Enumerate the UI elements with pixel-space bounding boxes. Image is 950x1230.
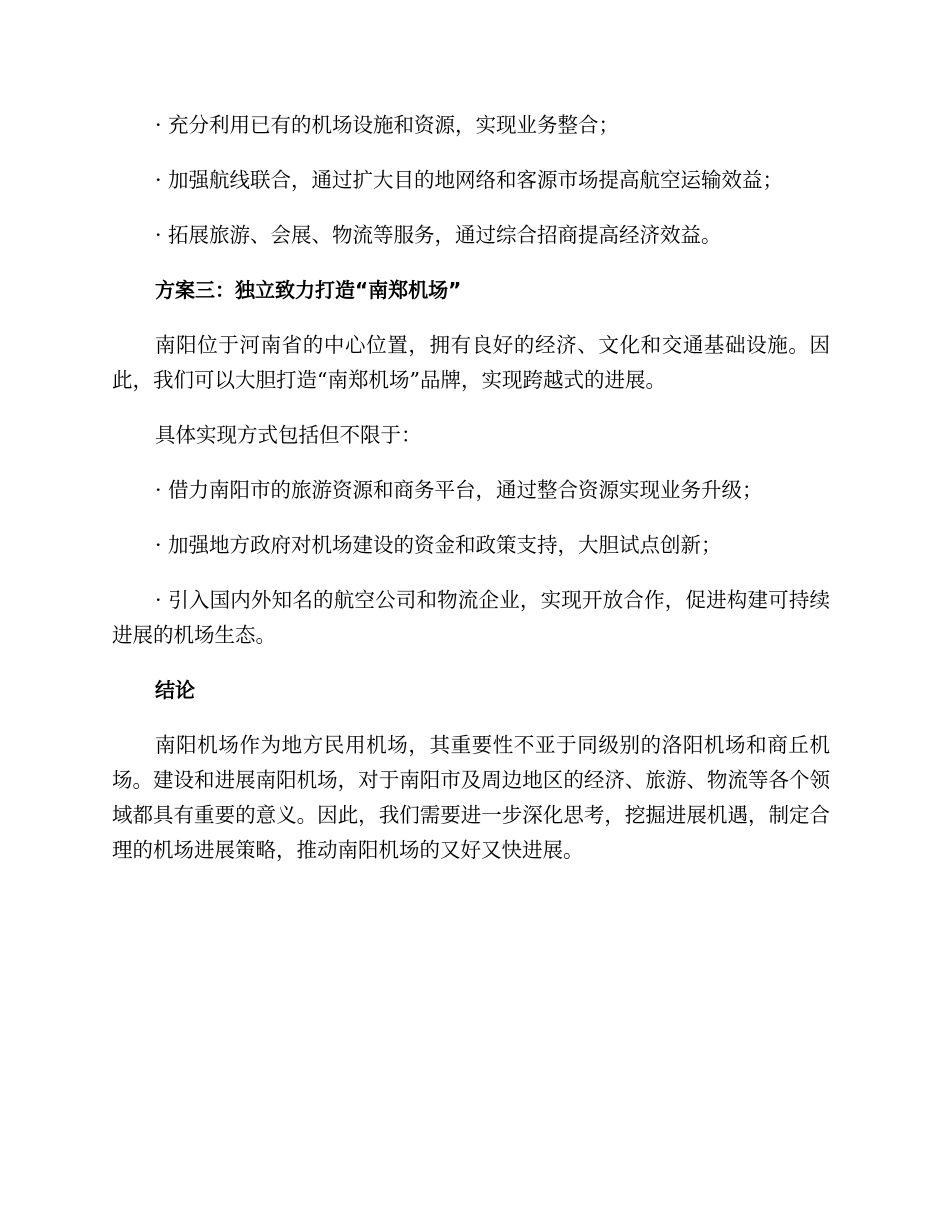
bullet-route-alliance: · 加强航线联合，通过扩大目的地网络和客源市场提高航空运输效益； <box>155 168 784 192</box>
section-heading-conclusion: 结论 <box>155 678 195 702</box>
paragraph-implementation-intro: 具体实现方式包括但不限于： <box>155 423 422 447</box>
bullet-tourism-business: · 借力南阳市的旅游资源和商务平台，通过整合资源实现业务升级； <box>155 478 763 502</box>
paragraph-nanyang-location: 南阳位于河南省的中心位置，拥有良好的经济、文化和交通基础设施。因此，我们可以大胆打造“南郑机场”品牌，实现跨越式的进展。 <box>112 333 830 392</box>
bullet-service-expansion: · 拓展旅游、会展、物流等服务，通过综合招商提高经济效益。 <box>155 223 722 247</box>
document-page <box>112 108 830 888</box>
bullet-open-cooperation: · 引入国内外知名的航空公司和物流企业，实现开放合作，促进构建可持续进展的机场生态。 <box>112 588 830 647</box>
bullet-government-support: · 加强地方政府对机场建设的资金和政策支持，大胆试点创新； <box>155 533 722 557</box>
paragraph-conclusion: 南阳机场作为地方民用机场，其重要性不亚于同级别的洛阳机场和商丘机场。建设和进展南阳机场，对于南阳市及周边地区的经济、旅游、物流等各个领域都具有重要的意义。因此，我们需要进一步深化思考，挖掘进展机遇，制定合理的机场进展策略，推动南阳机场的又好又快进展。 <box>112 733 830 862</box>
bullet-resource-integration: · 充分利用已有的机场设施和资源，实现业务整合； <box>155 113 620 137</box>
section-heading-plan-three: 方案三：独立致力打造“南郑机场” <box>155 278 462 302</box>
